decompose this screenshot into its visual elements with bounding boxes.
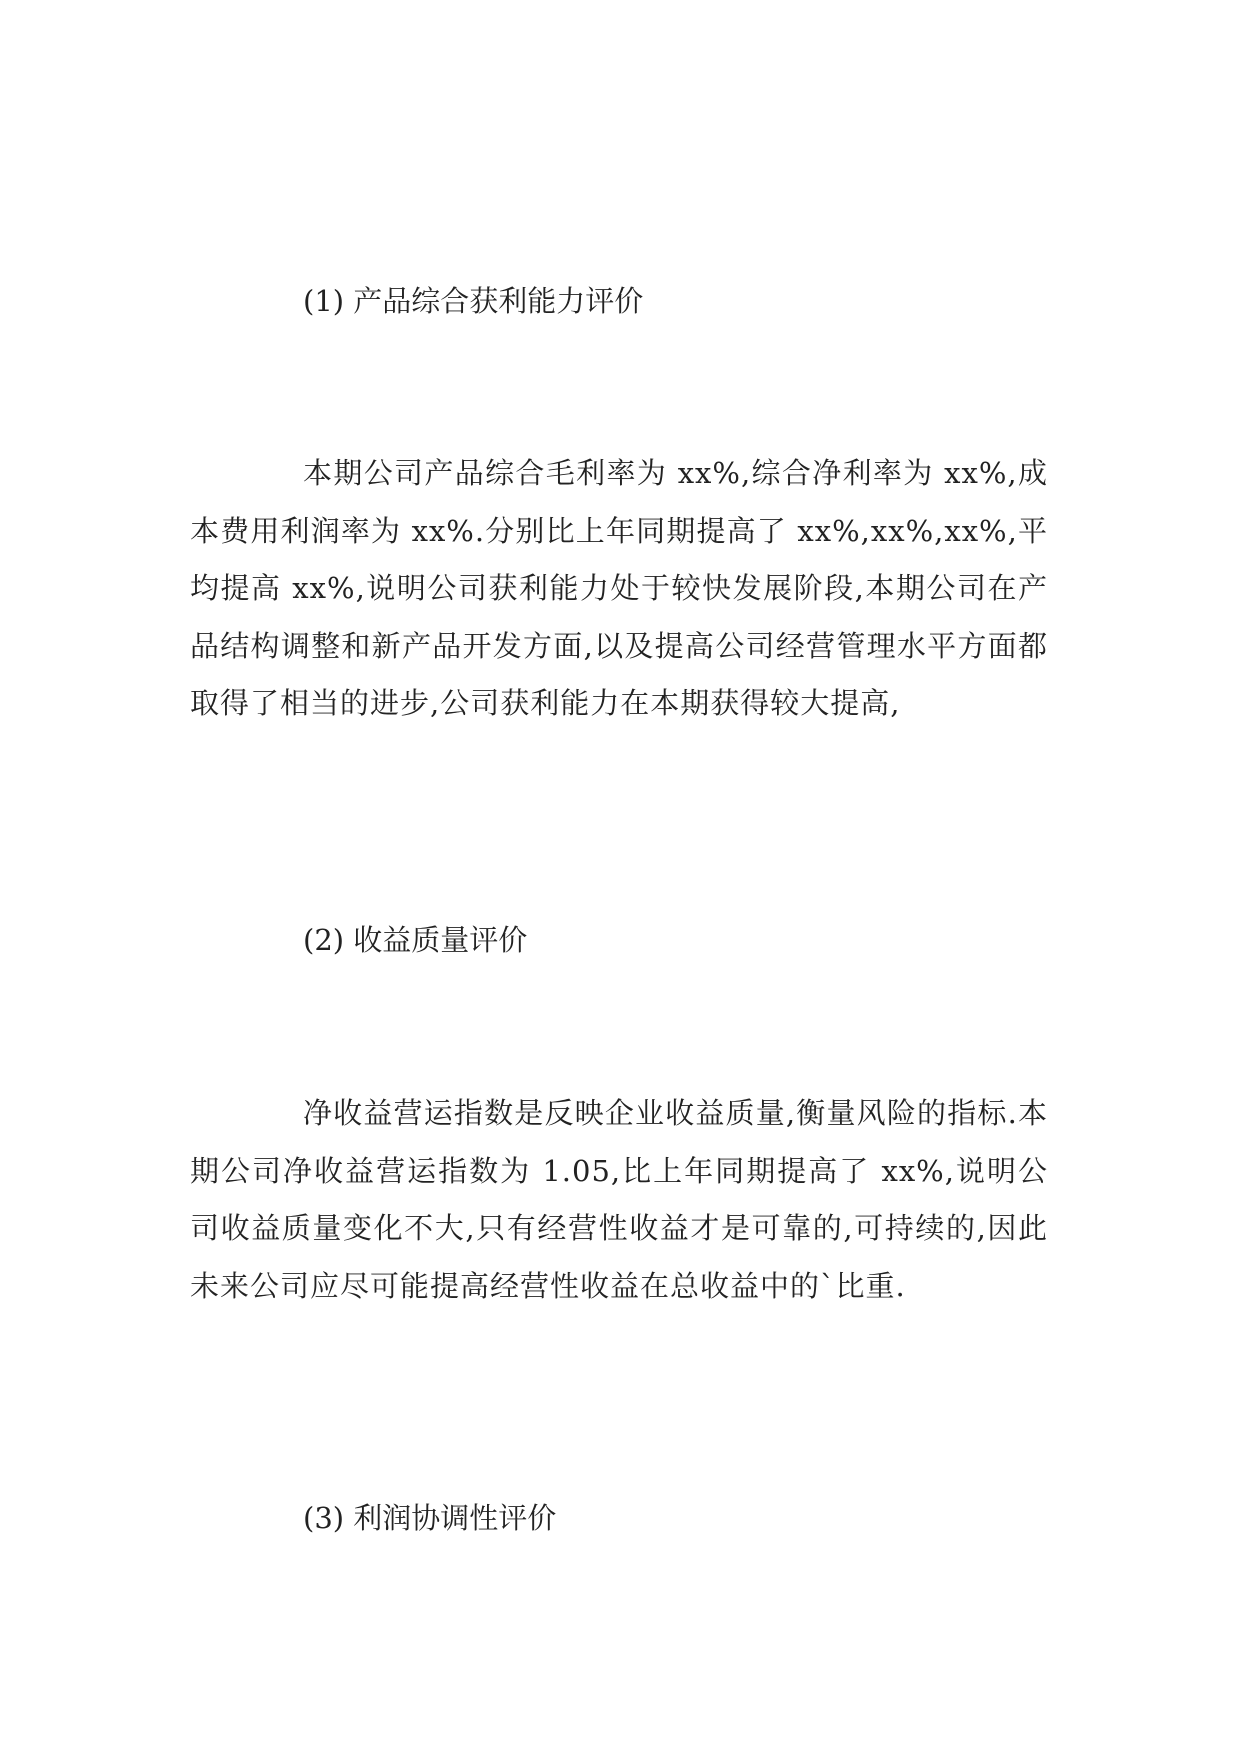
section-heading-2: (2) 收益质量评价	[303, 923, 528, 957]
section-paragraph-1: 本期公司产品综合毛利率为 xx%,综合净利率为 xx%,成本费用利润率为 xx%.分别比上年同期提高了 xx%,xx%,xx%,平均提高 xx%,说明公司获利能力处于较快发展阶段,本期公司在产品结构调整和新产品开发方面,以及提高公司经营管理水平方面都取得了相当的进步,公司获利能力在本期获得较大提高,	[190, 456, 1048, 720]
section-paragraph-2: 净收益营运指数是反映企业收益质量,衡量风险的指标.本期公司净收益营运指数为 1.05,比上年同期提高了 xx%,说明公司收益质量变化不大,只有经营性收益才是可靠的,可持续的,因此未来公司应尽可能提高经营性收益在总收益中的`比重.	[190, 1096, 1048, 1303]
section-heading-1: (1) 产品综合获利能力评价	[303, 284, 644, 318]
section-heading-3: (3) 利润协调性评价	[303, 1501, 557, 1535]
